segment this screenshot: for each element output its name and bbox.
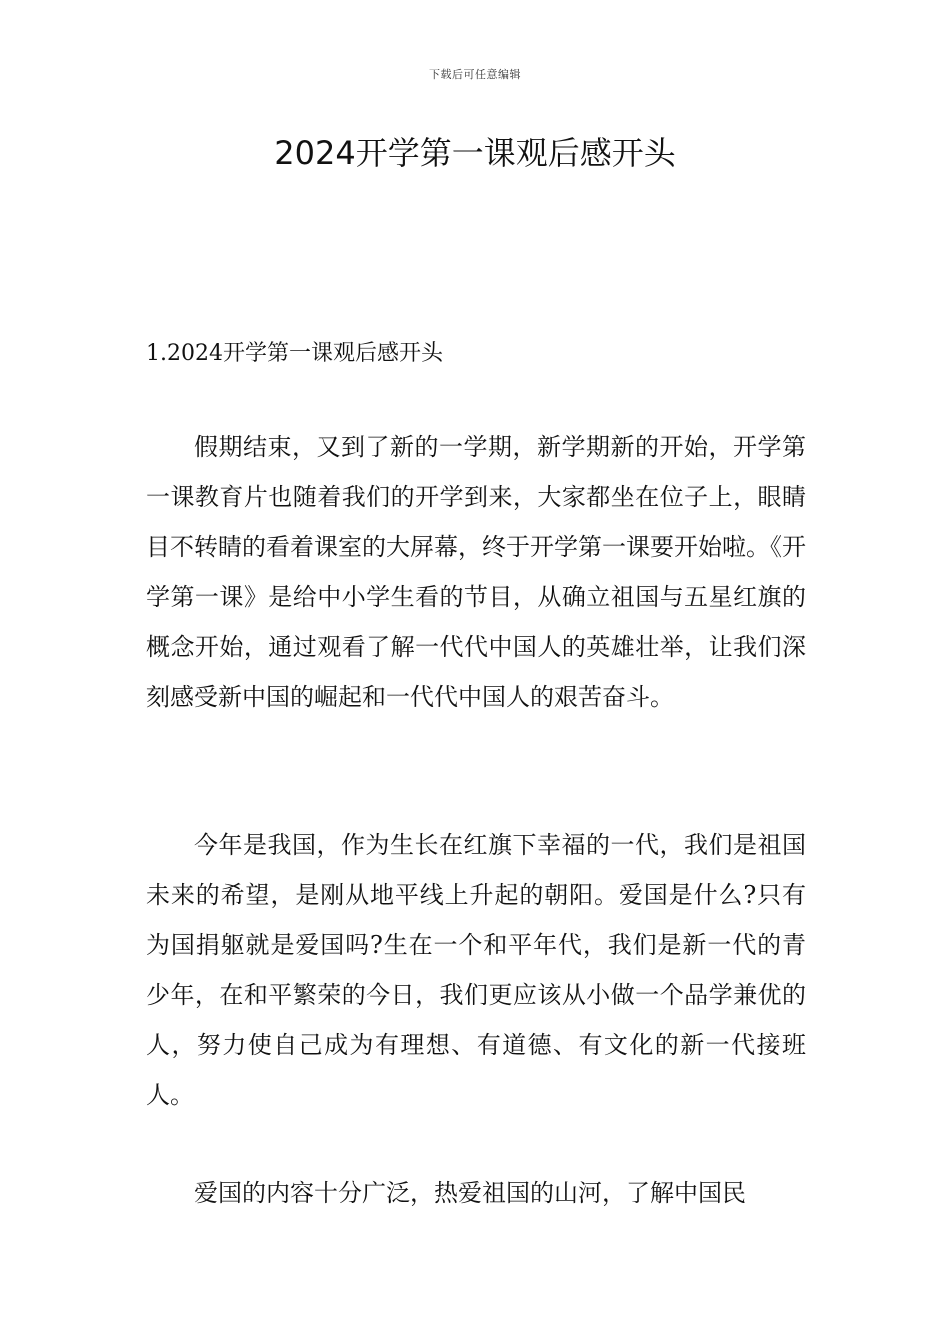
paragraph-1: 假期结束，又到了新的一学期，新学期新的开始，开学第一课教育片也随着我们的开学到来，大家都坐在位子上，眼睛目不转睛的看着课室的大屏幕，终于开学第一课要开始啦。《开学第一课》是给中小学生看的节目，从确立祖国与五星红旗的概念开始，通过观看了解一代代中国人的英雄壮举，让我们深刻感受新中国的崛起和一代代中国人的艰苦奋斗。 [146, 433, 806, 711]
header-note: 下载后可任意编辑 [429, 68, 521, 81]
document-title: 2024开学第一课观后感开头 [274, 134, 676, 172]
paragraph-3: 爱国的内容十分广泛，热爱祖国的山河，了解中国民 [194, 1179, 746, 1207]
section-heading: 1.2024开学第一课观后感开头 [146, 341, 443, 366]
paragraph-2: 今年是我国，作为生长在红旗下幸福的一代，我们是祖国未来的希望，是刚从地平线上升起的朝阳。爱国是什么?只有为国捐躯就是爱国吗?生在一个和平年代，我们是新一代的青少年，在和平繁荣的今日，我们更应该从小做一个品学兼优的人，努力使自己成为有理想、有道德、有文化的新一代接班人。 [146, 831, 806, 1109]
